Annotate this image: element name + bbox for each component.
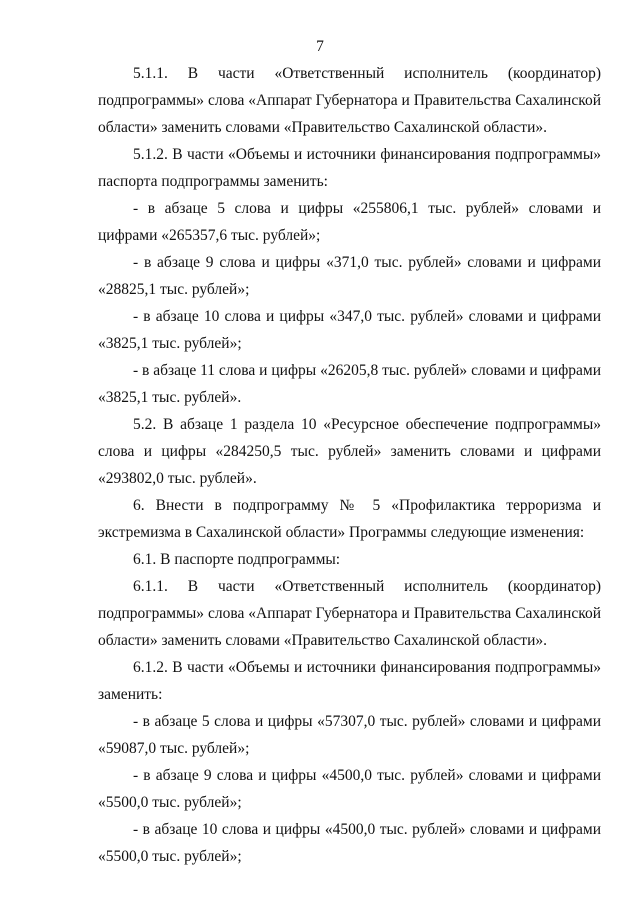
- paragraph-5-1-2: 5.1.2. В части «Объемы и источники финансирования подпрограммы» паспорта подпрограммы заменить:: [98, 146, 601, 190]
- list-item-abzac-9-sub6: - в абзаце 9 слова и цифры «4500,0 тыс. рублей» словами и цифрами «5500,0 тыс. рублей»;: [98, 767, 601, 811]
- paragraph-6-1: 6.1. В паспорте подпрограммы:: [133, 551, 341, 568]
- list-item-abzac-11: - в абзаце 11 слова и цифры «26205,8 тыс. рублей» словами и цифрами «3825,1 тыс. рублей».: [98, 362, 601, 406]
- paragraph-6-1-1: 6.1.1. В части «Ответственный исполнитель (координатор) подпрограммы» слова «Аппарат Губернатора и Правительства Сахалинской области» заменить словами «Правительство Сахалинской области».: [98, 578, 601, 649]
- page-number: 7: [316, 38, 324, 55]
- paragraph-5-2: 5.2. В абзаце 1 раздела 10 «Ресурсное обеспечение подпрограммы» слова и цифры «284250,5 тыс. рублей» заменить словами и цифрами «293802,0 тыс. рублей».: [98, 416, 601, 487]
- paragraph-5-1-1: 5.1.1. В части «Ответственный исполнитель (координатор) подпрограммы» слова «Аппарат Губернатора и Правительства Сахалинской области» заменить словами «Правительство Сахалинской области».: [98, 65, 601, 136]
- list-item-abzac-10-sub6: - в абзаце 10 слова и цифры «4500,0 тыс. рублей» словами и цифрами «5500,0 тыс. рублей»;: [98, 821, 601, 865]
- paragraph-6-1-2: 6.1.2. В части «Объемы и источники финансирования подпрограммы» заменить:: [98, 659, 601, 703]
- list-item-abzac-5: - в абзаце 5 слова и цифры «255806,1 тыс. рублей» словами и цифрами «265357,6 тыс. рублей»;: [98, 200, 601, 244]
- list-item-abzac-9: - в абзаце 9 слова и цифры «371,0 тыс. рублей» словами и цифрами «28825,1 тыс. рублей»;: [98, 254, 601, 298]
- document-body: [98, 60, 601, 870]
- list-item-abzac-10: - в абзаце 10 слова и цифры «347,0 тыс. рублей» словами и цифрами «3825,1 тыс. рублей»;: [98, 308, 601, 352]
- list-item-abzac-5-sub6: - в абзаце 5 слова и цифры «57307,0 тыс. рублей» словами и цифрами «59087,0 тыс. рублей»;: [98, 713, 601, 757]
- paragraph-6: 6. Внести в подпрограмму № 5 «Профилактика терроризма и экстремизма в Сахалинской области» Программы следующие изменения:: [98, 497, 601, 541]
